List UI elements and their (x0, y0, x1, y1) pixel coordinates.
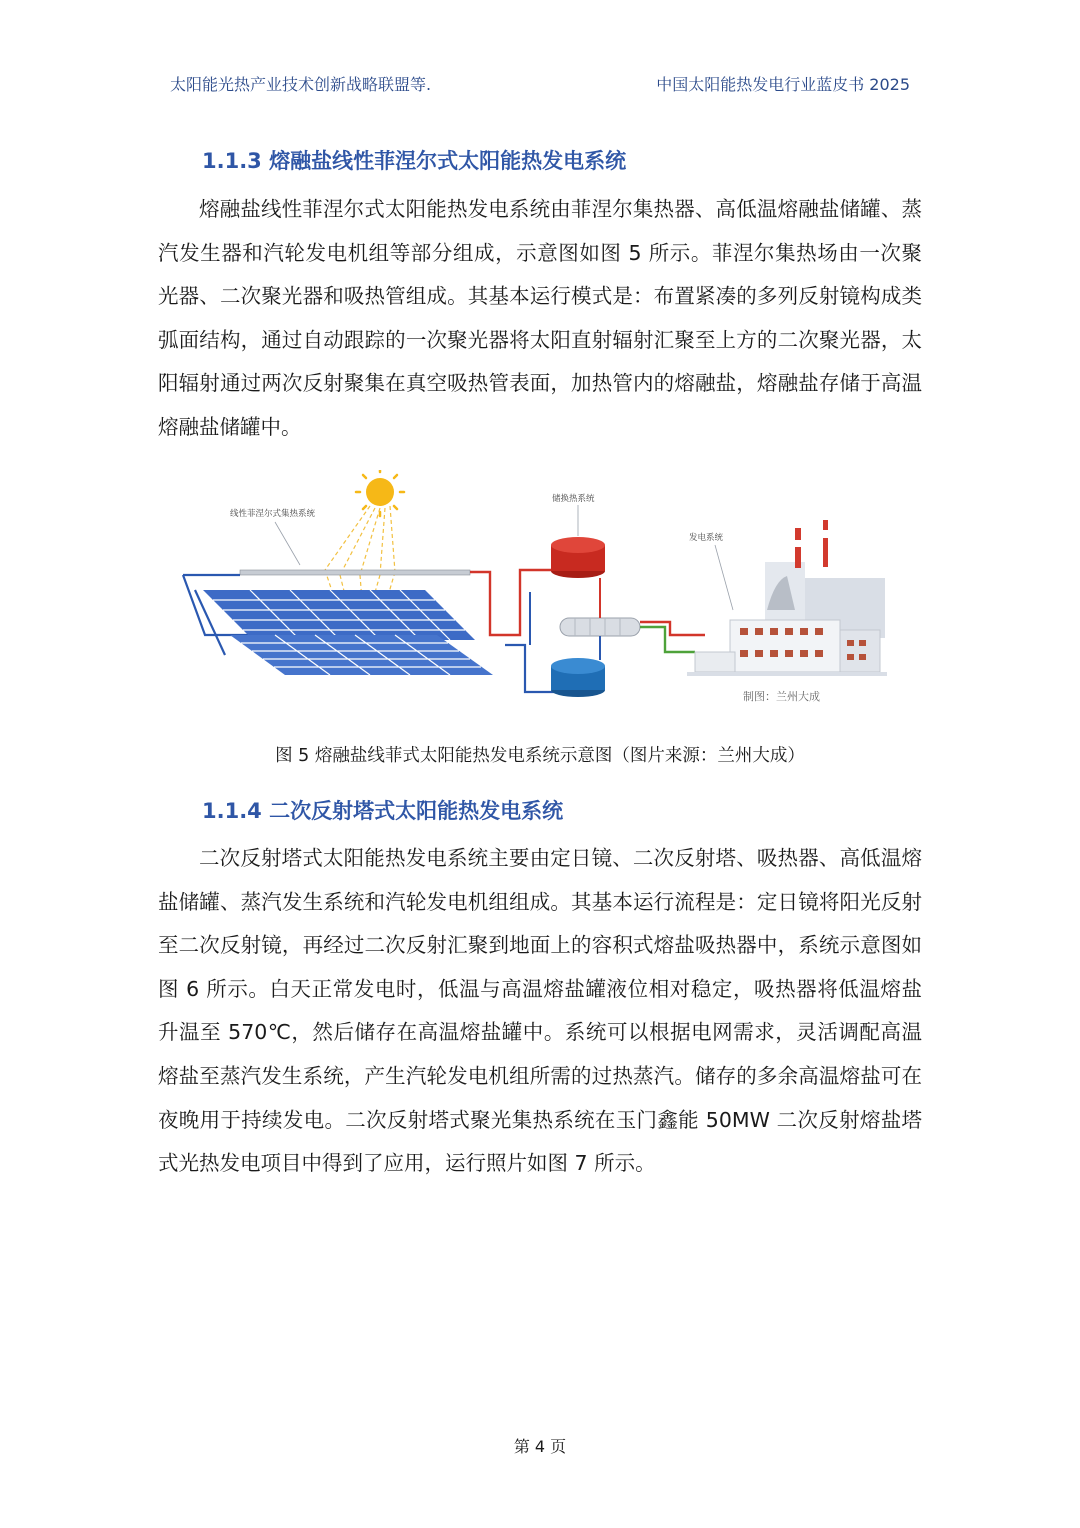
label-power-system: 发电系统 (689, 533, 724, 543)
figure-credit: 制图：兰州大成 (743, 690, 820, 703)
steam-pipe (640, 622, 705, 652)
label-collector-system: 线性菲涅尔式集热系统 (230, 509, 316, 519)
section-paragraph-1-1-3: 熔融盐线性菲涅尔式太阳能热发电系统由菲涅尔集热器、高低温熔融盐储罐、蒸汽发生器和汽轮发电机组等部分组成，示意图如图 5 所示。菲涅尔集热场由一次聚光器、二次聚光器和吸热管组成。其基本运行模式是：布置紧凑的多列反射镜构成类弧面结构，通过自动跟踪的一次聚光器将太阳直射辐射汇聚至上方的二次聚光器，太阳辐射通过两次反射聚集在真空吸热管表面，加热管内的熔融盐，熔融盐存储于高温熔融盐储罐中。 (158, 197, 922, 439)
page-number: 第 4 页 (513, 1437, 567, 1456)
figure-5-caption: 图 5 熔融盐线菲式太阳能热发电系统示意图（图片来源：兰州大成） (275, 746, 805, 766)
system-diagram (175, 470, 895, 720)
section-heading-1-1-4: 1.1.4 二次反射塔式太阳能热发电系统 (202, 799, 564, 823)
figure-5 (175, 470, 895, 720)
header-right: 中国太阳能热发电行业蓝皮书 2025 (656, 75, 910, 94)
section-heading-1-1-3: 1.1.3 熔融盐线性菲涅尔式太阳能热发电系统 (202, 149, 627, 173)
cold-tank (551, 658, 605, 697)
label-storage-system: 储换热系统 (552, 494, 595, 504)
section-paragraph-1-1-4: 二次反射塔式太阳能热发电系统主要由定日镜、二次反射塔、吸热器、高低温熔盐储罐、蒸汽发生系统和汽轮发电机组组成。其基本运行流程是：定日镜将阳光反射至二次反射镜，再经过二次反射汇聚到地面上的容积式熔盐吸热器中，系统示意图如图 6 所示。白天正常发电时，低温与高温熔盐罐液位相对稳定，吸热器将低温熔盐升温至 570℃，然后储存在高温熔盐罐中。系统可以根据电网需求，灵活调配高温熔盐至蒸汽发生系统，产生汽轮发电机组所需的过热蒸汽。储存的多余高温熔盐可在夜晚用于持续发电。二次反射塔式聚光集热系统在玉门鑫能 50MW 二次反射熔盐塔式光热发电项目中得到了应用，运行照片如图 7 所示。 (158, 846, 922, 1176)
header-left: 太阳能光热产业技术创新战略联盟等. (170, 75, 432, 94)
heat-exchanger (530, 578, 640, 660)
receiver-tube (240, 570, 470, 575)
hot-pipe (470, 570, 553, 635)
mirror-field-upper (203, 590, 475, 640)
mirror-field-lower (230, 635, 493, 675)
hot-tank (551, 537, 605, 578)
